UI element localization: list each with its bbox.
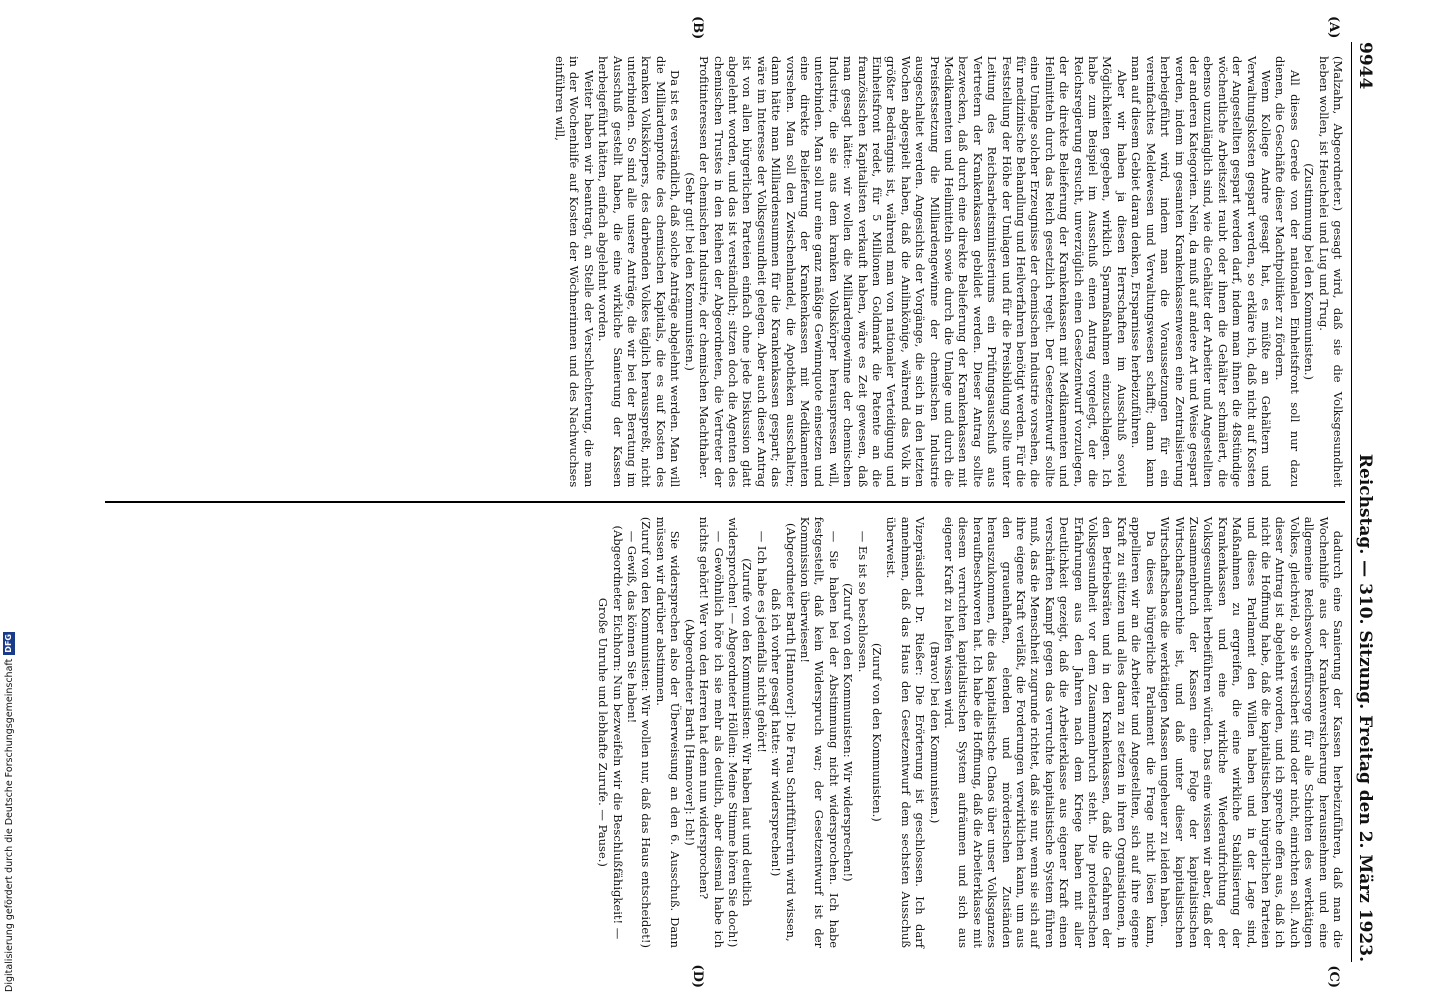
interjection: (Zuruf von den Kommunisten.) bbox=[870, 642, 884, 822]
interjection: (Abgeordneter Eichhorn: Nun bezweifeln wir die Beschlußfähigkeit! — Große Unruhe und lebhafte Zurufe. — Pause.) bbox=[596, 525, 625, 940]
paragraph: Da ist es verständlich, daß solche Anträge abgelehnt werden. Man will die Milliardenprofite des chemischen Kapitals, die es auf Kosten des kranken Volkskörpers, des darbenden Volkes täglich herausspreßt, nicht unterbinden. So sind alle unsere Anträge, die wir bei der Beratung im Ausschuß gestellt haben, die eine wirkliche Sanierung der Kassen herbeigeführt hätten, einfach abgelehnt worden. bbox=[596, 56, 683, 488]
interjection: (Sehr gut! bei den Kommunisten.) bbox=[682, 172, 697, 371]
interjection: (Abgeordneter Barth [Hannover]: Die Frau Schriftführerin wird wissen, daß ich vorher gesagt hatte: wir widersprechen!) bbox=[769, 523, 798, 942]
paragraph: — Sie haben bei der Abstimmung nicht widersprochen. Ich habe festgestellt, daß kein Widerspruch war; der Gesetzentwurf ist der Kommission überwiesen! bbox=[797, 516, 841, 948]
interjection: (Zustimmung bei den Kommunisten.) bbox=[1302, 163, 1317, 381]
left-column bbox=[105, 42, 1345, 501]
digitization-footer bbox=[2, 612, 16, 992]
interjection: (Bravo! bei den Kommunisten.) bbox=[927, 641, 942, 824]
paragraph: All dieses Gerede von der nationalen Einheitsfront soll nur dazu dienen, die Geschäfte dieser Machtpolitiker zu fördern. bbox=[1273, 56, 1302, 488]
page-number: 9944 bbox=[1355, 42, 1375, 90]
speaker-paragraph: (Malzahn, Abgeordneter.) gesagt wird, daß sie die Volksgesundheit heben wollen, ist Heuchelei und Lug und Trug. bbox=[1316, 56, 1345, 488]
margin-marker-c: (C) bbox=[1326, 965, 1341, 988]
right-column bbox=[105, 503, 1345, 962]
margin-marker-d: (D) bbox=[690, 964, 705, 988]
two-column-body bbox=[105, 16, 1345, 988]
paragraph: — Ich habe es jedenfalls nicht gehört! bbox=[754, 530, 769, 753]
paragraph: — Gewöhnlich höre ich sie mehr als deutlich, aber diesmal habe ich nichts gehört! Wer von den Herren hat denn nun widersprochen? bbox=[697, 516, 726, 948]
paragraph: Sie widersprechen also der Überweisung an den 6. Ausschuß. Dann müssen wir darüber abstimmen. bbox=[653, 516, 683, 948]
paragraph: Weiter haben wir beantragt, an Stelle der Verschlechterung, die man in der Wochenhilfe auf Kosten der Wöchnerinnen und des Nachwuchses einführen will, bbox=[553, 56, 596, 488]
interjection: (Zuruf von den Kommunisten: Wir widersprechen!) bbox=[841, 583, 856, 882]
interjection: (Zurufe von den Kommunisten: Wir haben laut und deutlich widersprochen! — Abgeordneter Höllein: Meine Stimme hören Sie doch!) bbox=[725, 517, 755, 948]
paragraph: Wenn Kollege Andre gesagt hat, es müßte an Gehältern und Verwaltungskosten gespart werden, so erkläre ich, daß nicht auf Kosten der Angestellten gespart werden darf, indem man ihnen die 48stündige wöchentliche Arbeitszeit raubt oder ihnen die Gehälter schmälert, die ebenso unzulänglich sind, wie die Gehälter der Arbeiter und Angestellten der anderen Kategorien. Nein, da muß auf andere Art und Weise gespart werden, indem im gesamten Krankenkassenwesen eine Zentralisierung herbeigeführt wird, indem man die Voraussetzungen für ein vereinfachtes Meldewesen und Verwaltungswesen schafft; dann kann man auf diesem Gebiet daran denken, Ersparnisse herbeizuführen. bbox=[1129, 56, 1273, 488]
footer-credit: Digitalisierung gefördert durch die Deutsche Forschungsgemeinschaft bbox=[3, 658, 15, 992]
interjection: (Abgeordneter Barth [Hannover]: Ich!) bbox=[682, 618, 697, 846]
page-header bbox=[1351, 42, 1375, 962]
margin-marker-b: (B) bbox=[690, 16, 705, 40]
paragraph: — Gewiß, das können Sie haben! bbox=[625, 530, 640, 724]
page-title: Reichstag. — 310. Sitzung. Freitag den 2. März 1923. bbox=[1355, 453, 1375, 962]
interjection: (Zuruf von den Kommunisten: Wir wollen nur, daß das Haus entscheidet!) bbox=[639, 516, 654, 948]
rotated-document-page bbox=[85, 16, 1375, 988]
margin-marker-a: (A) bbox=[1326, 16, 1341, 39]
paragraph: Aber wir haben ja diesen Herrschaften im Ausschuß soviel Möglichkeiten gegeben, wirklich Sparmaßnahmen einzuschlagen. Ich habe zum Beispiel im Ausschuß einen Antrag vorgelegt, der die Reichsregierung ersucht, unverzüglich einen Gesetzentwurf vorzulegen, der die direkte Belieferung der Krankenkassen mit Medikamenten und Heilmitteln durch das Reich gesetzlich regelt. Der Gesetzentwurf sollte eine Umlage solcher Erzeugnisse der chemischen Industrie vorsehen, die für medizinische Behandlung und Heilverfahren benötigt werden. Für die Feststellung der Höhe der Umlagen und für die Preisbildung sollte unter Leitung des Reichsarbeitsministeriums ein Prüfungsausschuß aus Vertretern der Krankenkassen gebildet werden. Dieser Antrag sollte bezwecken, daß durch eine direkte Belieferung der Krankenkassen mit Medikamenten und Heilmitteln sowie durch die Umlage und durch die Preisfestsetzung die Milliardengewinne der chemischen Industrie ausgeschaltet werden. Angesichts der Vorgänge, die sich in den letzten Wochen abgespielt haben, daß die Anilinkönige, während das Volk in größter Bedrängnis ist, während man von nationaler Verteidigung und Einheitsfront redet, für 5 Millionen Goldmark die Patente an die französischen Kapitalisten verkauft haben, wäre es Zeit gewesen, daß man gesagt hätte: wir wollen die Milliardengewinne der chemischen Industrie, die sie aus dem kranken Volkskörper herauspressen will, unterbinden. Man soll nur eine ganz mäßige Gewinnquote einsetzen und eine direkte Belieferung der Krankenkassen mit Medikamenten vorsehen. Man soll den Zwischenhandel, die Apotheken ausschalten; dann hätte man Milliardensummen für die Krankenkassen gespart; das wäre im Interesse der Volksgesundheit gelegen. Aber auch dieser Antrag ist von allen bürgerlichen Parteien einfach ohne jede Diskussion glatt abgelehnt worden, und das ist verständlich; sitzen doch die Agenten des chemischen Trustes in den Reihen der Abgeordneten, die Vertreter der Profitinteressen der chemischen Industrie, der chemischen Machthaber. bbox=[697, 56, 1129, 488]
dfg-logo-icon: DFG bbox=[4, 634, 13, 653]
paragraph: — Es ist so beschlossen. bbox=[855, 530, 870, 673]
speaker-paragraph: Vizepräsident Dr. Rießer: Die Erörterung ist geschlossen. Ich darf annehmen, daß das Haus den Gesetzentwurf dem sechsten Ausschuß überweist. bbox=[884, 516, 928, 948]
paragraph: Da dieses bürgerliche Parlament die Frage nicht lösen kann, appellieren wir an die Arbeiter und Angestellten, sich auf ihre eigene Kraft zu stützen und alles daran zu setzen in ihren Organisationen, in den Betriebsräten und in den Krankenkassen, daß die Gefahren der Volksgesundheit vor dem Zusammenbruch steht. Die proletarischen Erfahrungen aus den Jahren nach dem Kriege haben mit aller Deutlichkeit gezeigt, daß die Arbeiterklasse aus eigener Kraft einen verschärften Kampf gegen das verruchte kapitalistische System führen muß, das die Menschheit zugrunde richtet, daß sie nur, wenn sie sich auf ihre eigene Kraft verläßt, die Forderungen verwirklichen kann, um aus den grauenhaften, elenden und mörderischen Zuständen herauszukommen, die das kapitalistische Chaos über unser Volksganzes heraufbeschworen hat. Ich habe die Hoffnung, daß die Arbeiterklasse mit diesem verruchten kapitalistischen System aufräumen und sich aus eigener Kraft zu helfen wissen wird. bbox=[942, 516, 1158, 948]
paragraph: dadurch eine Sanierung der Kassen herbeizuführen, daß man die Wochenhilfe aus der Krankenversicherung herausnehmen und eine allgemeine Reichswochenfürsorge für alle Schichten des werktätigen Volkes, gleichviel, ob sie versichert sind oder nicht, einrichten soll. Auch dieser Antrag ist abgelehnt worden, und ich spreche offen aus, daß ich nicht die Hoffnung habe, daß die kapitalistischen bürgerlichen Parteien und dieses Parlament den Willen haben und in der Lage sind, Maßnahmen zu ergreifen, die eine wirkliche Stabilisierung der Krankenkassen und eine wirkliche Wiederaufrichtung der Volksgesundheit herbeiführen würden. Das eine wissen wir aber, daß der Zusammenbruch der Kassen eine Folge der kapitalistischen Wirtschaftsanarchie ist, und daß unter dieser kapitalistischen Wirtschaftschaos die werktätigen Massen ungeheuer zu leiden haben. bbox=[1158, 516, 1345, 948]
